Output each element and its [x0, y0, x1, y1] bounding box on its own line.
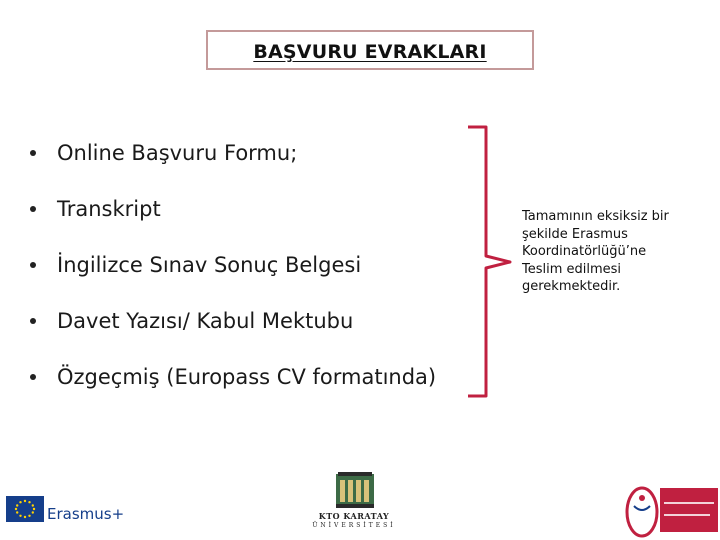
title-box — [206, 30, 534, 70]
curly-bracket-icon — [466, 124, 516, 400]
kto-sub: ÜNİVERSİTESİ — [312, 522, 396, 529]
kto-name: KTO KARATAY — [318, 511, 390, 521]
bullet-icon — [30, 318, 36, 324]
bullet-icon — [30, 206, 36, 212]
page-title: BAŞVURU EVRAKLARI — [253, 41, 487, 63]
university-building-icon — [306, 470, 402, 510]
submission-note: Tamamının eksiksiz bir şekilde Erasmus Koordinatörlüğü’ne Teslim edilmesi gerekmektedir. — [522, 209, 669, 294]
partner-logo-icon — [622, 484, 720, 540]
bullet-icon — [30, 150, 36, 156]
erasmus-logo-text: Erasmus+ — [47, 505, 125, 523]
eu-flag-icon — [6, 496, 44, 522]
kto-karatay-logo — [306, 470, 402, 532]
bullet-icon — [30, 262, 36, 268]
bullet-icon — [30, 374, 36, 380]
